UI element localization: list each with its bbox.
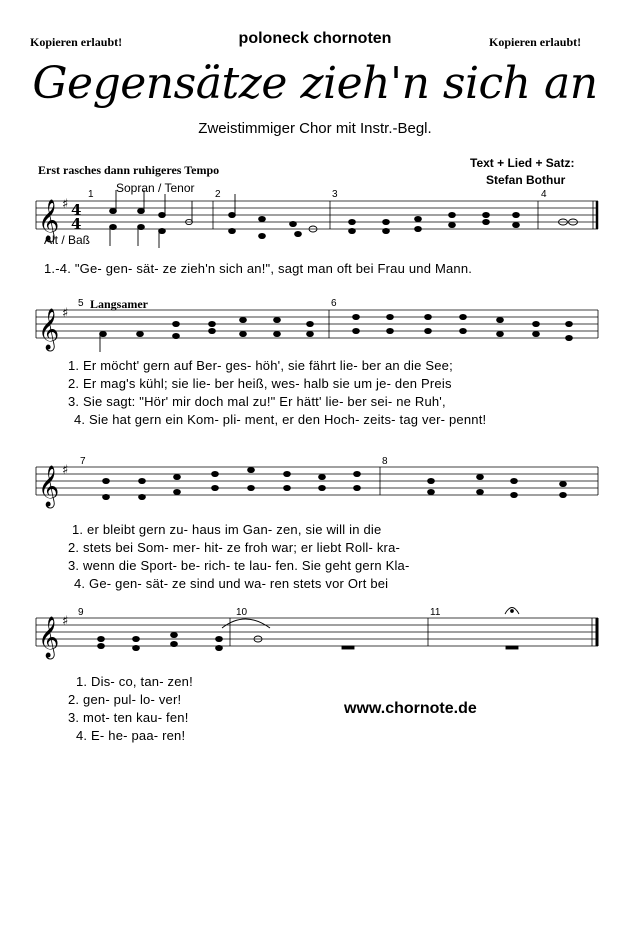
- treble-clef-icon: 𝄞: [38, 617, 60, 658]
- lower-voice-label: Alt / Baß: [44, 233, 91, 247]
- key-sharp-icon: ♯: [62, 463, 69, 478]
- treble-clef-icon: 𝄞: [38, 466, 60, 507]
- credits-line-1: Text + Lied + Satz:: [470, 156, 575, 170]
- bar-number: 7: [80, 456, 86, 467]
- lyrics-verse-4: 4. Ge- gen- sät- ze sind und wa- ren stets vor Ort bei: [74, 576, 389, 591]
- staff-system-2: [36, 310, 598, 338]
- lyrics-verse-4: 4. Sie hat gern ein Kom- pli- ment, er den Hoch- zeits- tag ver- pennt!: [74, 412, 487, 427]
- key-sharp-icon: ♯: [62, 614, 69, 629]
- lyrics-verse-3: 3. Sie sagt: "Hör' mir doch mal zu!" Er hätt' lie- ber sei- ne Ruh',: [68, 394, 446, 409]
- lyrics-verse-3: 3. wenn die Sport- be- rich- te lau- fen. Sie geht gern Kla-: [68, 558, 410, 573]
- credits-line-2: Stefan Bothur: [486, 173, 566, 187]
- bar-number: 2: [215, 189, 221, 200]
- lyrics-refrain: 1.-4. "Ge- gen- sät- ze zieh'n sich an!", sagt man oft bei Frau und Mann.: [44, 261, 473, 276]
- song-title: Gegensätze zieh'n sich an: [32, 58, 598, 109]
- lyrics-verse-2: 2. Er mag's kühl; sie lie- ber heiß, wes- halb sie um je- den Preis: [68, 376, 452, 391]
- upper-voice-label: Sopran / Tenor: [116, 181, 195, 195]
- time-signature-bottom: 4: [71, 215, 82, 233]
- bar-number: 3: [332, 189, 338, 200]
- tempo-change-marking: Langsamer: [90, 297, 148, 311]
- bar-number: 8: [382, 456, 388, 467]
- staff-system-4: [36, 618, 598, 646]
- copy-note-right: Kopieren erlaubt!: [489, 35, 582, 49]
- bar-number: 5: [78, 298, 84, 309]
- treble-clef-icon: 𝄞: [38, 309, 60, 350]
- lyrics-verse-1: 1. Er möcht' gern auf Ber- ges- höh', sie fährt lie- ber an die See;: [68, 358, 453, 373]
- key-sharp-icon: ♯: [62, 197, 69, 212]
- notes-system-4: [98, 608, 519, 651]
- website-url[interactable]: www.chornote.de: [344, 700, 477, 717]
- bar-number: 4: [541, 189, 547, 200]
- bar-number: 1: [88, 189, 94, 200]
- bar-number: 9: [78, 607, 84, 618]
- tempo-marking: Erst rasches dann ruhigeres Tempo: [38, 163, 220, 177]
- key-sharp-icon: ♯: [62, 306, 69, 321]
- lyrics-verse-1: 1. er bleibt gern zu- haus im Gan- zen, sie will in die: [72, 522, 382, 537]
- time-signature-top: 4: [71, 201, 82, 219]
- lyrics-verse-2: 2. gen- pul- lo- ver!: [68, 692, 182, 707]
- bar-number: 6: [331, 298, 337, 309]
- lyrics-verse-2: 2. stets bei Som- mer- hit- ze froh war; er liebt Roll- kra-: [68, 540, 401, 555]
- publisher-header: poloneck chornoten: [238, 30, 392, 47]
- lyrics-verse-1: 1. Dis- co, tan- zen!: [76, 674, 193, 689]
- bar-number: 10: [236, 607, 248, 618]
- copy-note-left: Kopieren erlaubt!: [30, 35, 123, 49]
- treble-clef-icon: 𝄞: [38, 200, 60, 241]
- lyrics-verse-3: 3. mot- ten kau- fen!: [68, 710, 189, 725]
- notes-system-1: [110, 190, 578, 248]
- song-subtitle: Zweistimmiger Chor mit Instr.-Begl.: [198, 120, 432, 137]
- lyrics-verse-4: 4. E- he- paa- ren!: [76, 728, 186, 743]
- notes-system-2: [100, 314, 573, 352]
- bar-number: 11: [430, 607, 441, 618]
